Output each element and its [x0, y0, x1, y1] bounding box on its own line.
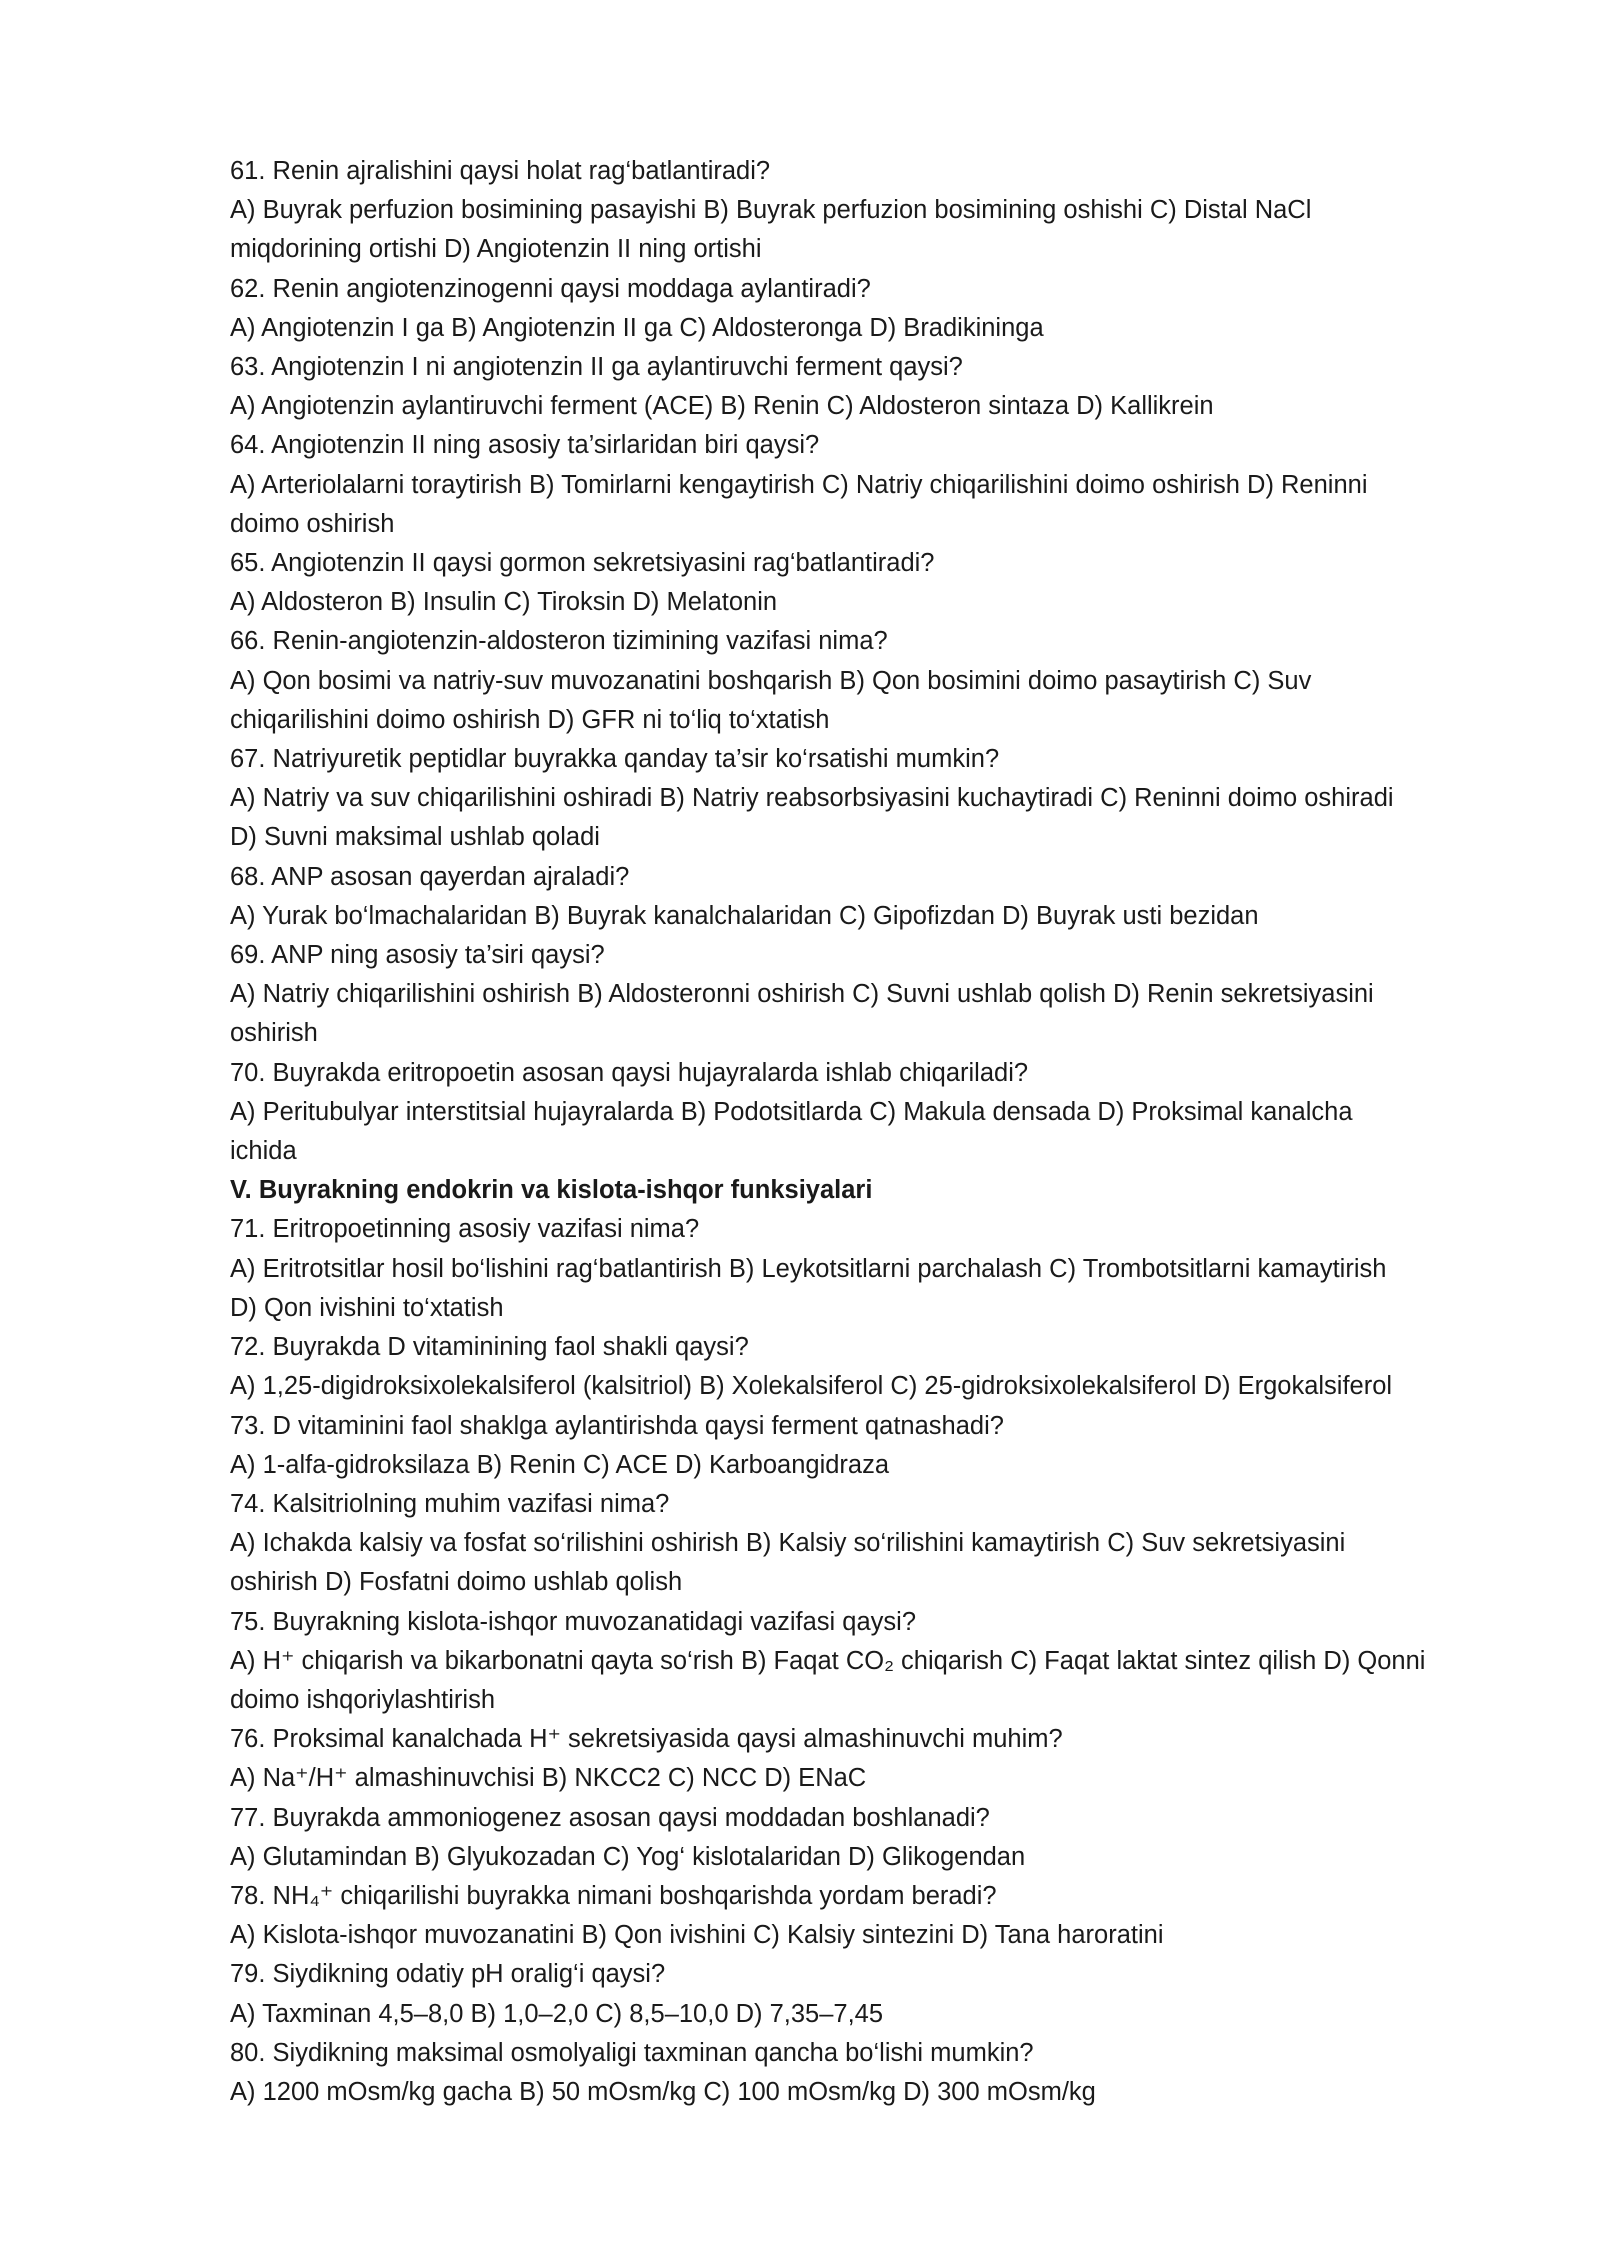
text-line: 75. Buyrakning kislota-ishqor muvozanatidagi vazifasi qaysi? [230, 1607, 917, 1636]
section-heading: V. Buyrakning endokrin va kislota-ishqor funksiyalari [230, 1176, 873, 1205]
text-line: 67. Natriyuretik peptidlar buyrakka qanday ta’sir ko‘rsatishi mumkin? [230, 745, 1000, 774]
text-line: 78. NH₄⁺ chiqarilishi buyrakka nimani boshqarishda yordam beradi? [230, 1881, 997, 1910]
text-line: A) Arteriolalarni toraytirish B) Tomirlarni kengaytirish C) Natriy chiqarilishini doimo oshirish D) Reninni [230, 470, 1368, 499]
text-line: A) Peritubulyar interstitsial hujayralarda B) Podotsitlarda C) Makula densada D) Proksimal kanalcha [230, 1097, 1353, 1126]
text-line: A) Aldosteron B) Insulin C) Tiroksin D) Melatonin [230, 588, 778, 617]
text-line: doimo ishqoriylashtirish [230, 1685, 496, 1714]
text-line: 71. Eritropoetinning asosiy vazifasi nima? [230, 1215, 700, 1244]
text-line: A) 1-alfa-gidroksilaza B) Renin C) ACE D) Karboangidraza [230, 1450, 890, 1479]
text-line: D) Suvni maksimal ushlab qoladi [230, 823, 600, 852]
document-page [230, 152, 1490, 2112]
text-line: A) H⁺ chiqarish va bikarbonatni qayta so‘rish B) Faqat CO₂ chiqarish C) Faqat laktat sintez qilish D) Qonni [230, 1646, 1426, 1675]
text-line: 79. Siydikning odatiy pH oralig‘i qaysi? [230, 1960, 666, 1989]
text-line: A) 1200 mOsm/kg gacha B) 50 mOsm/kg C) 100 mOsm/kg D) 300 mOsm/kg [230, 2077, 1096, 2106]
text-line: A) Ichakda kalsiy va fosfat so‘rilishini oshirish B) Kalsiy so‘rilishini kamaytirish C) Suv sekretsiyasini [230, 1529, 1346, 1558]
text-line: 66. Renin-angiotenzin-aldosteron tizimining vazifasi nima? [230, 627, 888, 656]
text-line: 77. Buyrakda ammoniogenez asosan qaysi moddadan boshlanadi? [230, 1803, 990, 1832]
text-line: 62. Renin angiotenzinogenni qaysi moddaga aylantiradi? [230, 274, 871, 303]
text-line: A) Eritrotsitlar hosil bo‘lishini rag‘batlantirish B) Leykotsitlarni parchalash C) Trombotsitlarni kamaytirish [230, 1254, 1387, 1283]
text-line: 72. Buyrakda D vitaminining faol shakli qaysi? [230, 1333, 749, 1362]
text-line: A) Natriy va suv chiqarilishini oshiradi B) Natriy reabsorbsiyasini kuchaytiradi C) Reninni doimo oshiradi [230, 784, 1394, 813]
text-line: A) Na⁺/H⁺ almashinuvchisi B) NKCC2 C) NCC D) ENaC [230, 1764, 867, 1793]
text-line: A) Taxminan 4,5–8,0 B) 1,0–2,0 C) 8,5–10,0 D) 7,35–7,45 [230, 1999, 884, 2028]
text-line: A) Glutamindan B) Glyukozadan C) Yog‘ kislotalaridan D) Glikogendan [230, 1842, 1026, 1871]
text-line: 80. Siydikning maksimal osmolyaligi taxminan qancha bo‘lishi mumkin? [230, 2038, 1034, 2067]
text-line: 63. Angiotenzin I ni angiotenzin II ga aylantiruvchi ferment qaysi? [230, 353, 963, 382]
text-line: 74. Kalsitriolning muhim vazifasi nima? [230, 1489, 670, 1518]
text-line: D) Qon ivishini to‘xtatish [230, 1293, 504, 1322]
text-line: 70. Buyrakda eritropoetin asosan qaysi hujayralarda ishlab chiqariladi? [230, 1058, 1029, 1087]
text-line: A) Angiotenzin I ga B) Angiotenzin II ga C) Aldosteronga D) Bradikininga [230, 313, 1044, 342]
text-line: A) Yurak bo‘lmachalaridan B) Buyrak kanalchalaridan C) Gipofizdan D) Buyrak usti bezidan [230, 901, 1259, 930]
text-line: 65. Angiotenzin II qaysi gormon sekretsiyasini rag‘batlantiradi? [230, 549, 935, 578]
text-line: oshirish [230, 1019, 318, 1048]
text-line: A) Buyrak perfuzion bosimining pasayishi B) Buyrak perfuzion bosimining oshishi C) Distal NaCl [230, 196, 1312, 225]
text-line: 73. D vitaminini faol shaklga aylantirishda qaysi ferment qatnashadi? [230, 1411, 1004, 1440]
text-line: A) Qon bosimi va natriy-suv muvozanatini boshqarish B) Qon bosimini doimo pasaytirish C) Suv [230, 666, 1312, 695]
text-line: 76. Proksimal kanalchada H⁺ sekretsiyasida qaysi almashinuvchi muhim? [230, 1725, 1063, 1754]
text-line: A) Angiotenzin aylantiruvchi ferment (ACE) B) Renin C) Aldosteron sintaza D) Kallikrein [230, 392, 1214, 421]
text-line: A) 1,25-digidroksixolekalsiferol (kalsitriol) B) Xolekalsiferol C) 25-gidroksixolekalsiferol D) Ergokalsiferol [230, 1372, 1393, 1401]
text-line: 61. Renin ajralishini qaysi holat rag‘batlantiradi? [230, 157, 771, 185]
text-line: 64. Angiotenzin II ning asosiy ta’sirlaridan biri qaysi? [230, 431, 820, 460]
text-line: 68. ANP asosan qayerdan ajraladi? [230, 862, 630, 891]
questions-61-70 [230, 152, 1490, 1171]
questions-71-80 [230, 1210, 1490, 2112]
text-line: ichida [230, 1137, 297, 1166]
text-line: A) Natriy chiqarilishini oshirish B) Aldosteronni oshirish C) Suvni ushlab qolish D) Renin sekretsiyasini [230, 980, 1374, 1009]
text-line: doimo oshirish [230, 509, 395, 538]
text-line: chiqarilishini doimo oshirish D) GFR ni to‘liq to‘xtatish [230, 705, 830, 734]
text-line: A) Kislota-ishqor muvozanatini B) Qon ivishini C) Kalsiy sintezini D) Tana haroratini [230, 1921, 1164, 1950]
text-line: miqdorining ortishi D) Angiotenzin II ning ortishi [230, 235, 762, 264]
text-line: 69. ANP ning asosiy ta’siri qaysi? [230, 941, 605, 970]
text-line: oshirish D) Fosfatni doimo ushlab qolish [230, 1568, 683, 1597]
